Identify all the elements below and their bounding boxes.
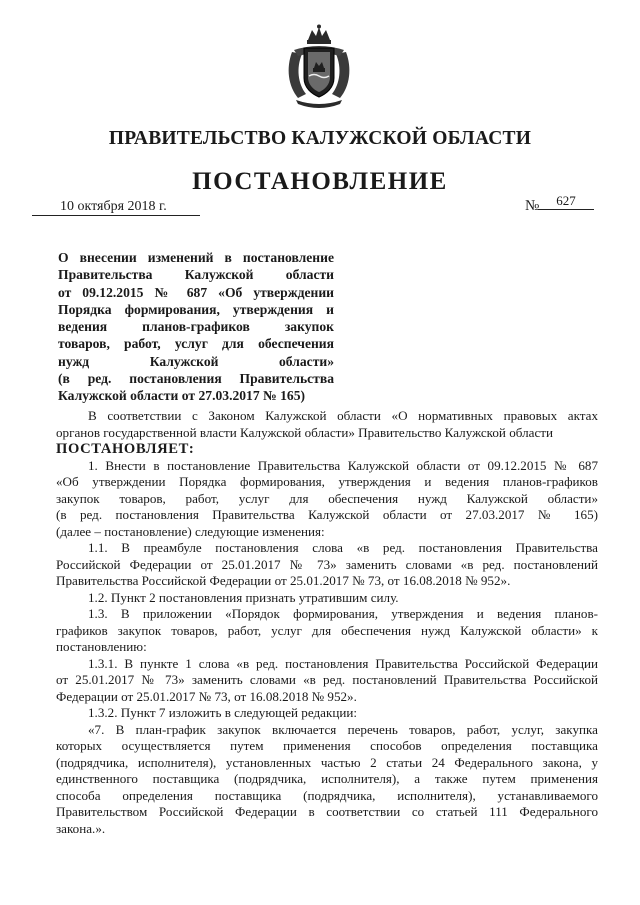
body-line: Правительства Российской Федерации от 25.01.2017 № 73, от 16.08.2018 № 952».	[56, 573, 511, 588]
quoted-paragraph-7	[56, 722, 598, 838]
body-line: (в ред. постановления Правительства Калужской области от 27.03.2017 № 165)	[56, 507, 598, 522]
body-line: Правительством Российской Федерации в соответствии со статьей 111 Федерального	[56, 804, 598, 819]
body-line: графиков закупок товаров, работ, услуг для обеспечения нужд Калужской области» к	[56, 622, 598, 638]
body-line: (подрядчика, исполнителя), установленных частью 2 статьи 24 Федерального закона, у	[56, 754, 598, 770]
paragraph-1-1	[56, 540, 598, 590]
body-line: 1.3.2. Пункт 7 изложить в следующей редакции:	[88, 705, 357, 720]
paragraph-1-3-2	[56, 705, 598, 722]
subject-line: нужд Калужской области»	[58, 353, 334, 369]
body-line: 1.1. В преамбуле постановления слова «в ред. постановления Правительства	[88, 540, 598, 555]
body-line: «7. В план-график закупок включается перечень товаров, работ, услуг, закупка	[88, 721, 598, 737]
body-line: В соответствии с Законом Калужской области «О нормативных правовых актах	[88, 408, 598, 423]
subject-line: от 09.12.2015 № 687 «Об утверждении	[58, 284, 334, 300]
document-date: 10 октября 2018 г.	[32, 199, 200, 216]
kaluga-coat-of-arms-icon	[284, 24, 354, 108]
subject-line: Правительства Калужской области	[58, 267, 334, 283]
body-line: (далее – постановление) следующие изменения:	[56, 523, 325, 539]
body-line: от 25.01.2017 № 73» заменить словами «в ред. постановлений Правительства Российской	[56, 672, 598, 687]
subject-line: ведения планов-графиков закупок	[58, 319, 334, 335]
subject-line: товаров, работ, услуг для обеспечения	[58, 336, 334, 352]
body-line: Российской Федерации от 25.01.2017 № 73» заменить словами «в ред. постановлений	[56, 556, 598, 572]
body-line: единственного поставщика (подрядчика, исполнителя), а также путем применения	[56, 771, 598, 786]
paragraph-1-3-1	[56, 656, 598, 706]
body-line: 1. Внести в постановление Правительства Калужской области от 09.12.2015 № 687	[88, 457, 598, 473]
subject-line: (в ред. постановления Правительства	[58, 371, 334, 387]
body-line: способа определения поставщика (подрядчика, исполнителя), устанавливаемого	[56, 787, 598, 803]
body-line: «Об утверждении Порядка формирования, утверждения и ведения планов-графиков	[56, 474, 598, 489]
paragraph-1	[56, 458, 598, 541]
body-line: Федерации от 25.01.2017 № 73, от 16.08.2018 № 952».	[56, 688, 357, 704]
body-line: которых осуществляется путем применения способов определения поставщика	[56, 738, 598, 753]
document-type-title: ПОСТАНОВЛЕНИЕ	[192, 168, 448, 195]
subject-line: Порядка формирования, утверждения и	[58, 301, 334, 317]
document-subject	[58, 249, 334, 405]
subject-line: О внесении изменений в постановление	[58, 250, 334, 265]
paragraph-1-3	[56, 606, 598, 656]
body-line: 1.3. В приложении «Порядок формирования, утверждения и ведения планов-	[88, 606, 598, 621]
subject-line: Калужской области от 27.03.2017 № 165)	[58, 388, 306, 404]
decree-word: ПОСТАНОВЛЯЕТ:	[56, 441, 195, 457]
body-line: постановлению:	[56, 639, 147, 654]
document-body	[56, 408, 598, 837]
body-line: закупок товаров, работ, услуг для обеспечения нужд Калужской области»	[56, 490, 598, 506]
body-line: 1.3.1. В пункте 1 слова «в ред. постановления Правительства Российской Федерации	[88, 655, 598, 671]
preamble-paragraph	[56, 408, 598, 441]
government-title: ПРАВИТЕЛЬСТВО КАЛУЖСКОЙ ОБЛАСТИ	[108, 128, 532, 149]
body-line: органов государственной власти Калужской области» Правительство Калужской области	[56, 424, 553, 440]
body-line: 1.2. Пункт 2 постановления признать утратившим силу.	[88, 589, 399, 605]
document-number: 627	[538, 193, 594, 210]
paragraph-1-2	[56, 590, 598, 607]
number-sign: №	[525, 198, 540, 214]
body-line: закона.».	[56, 820, 106, 836]
